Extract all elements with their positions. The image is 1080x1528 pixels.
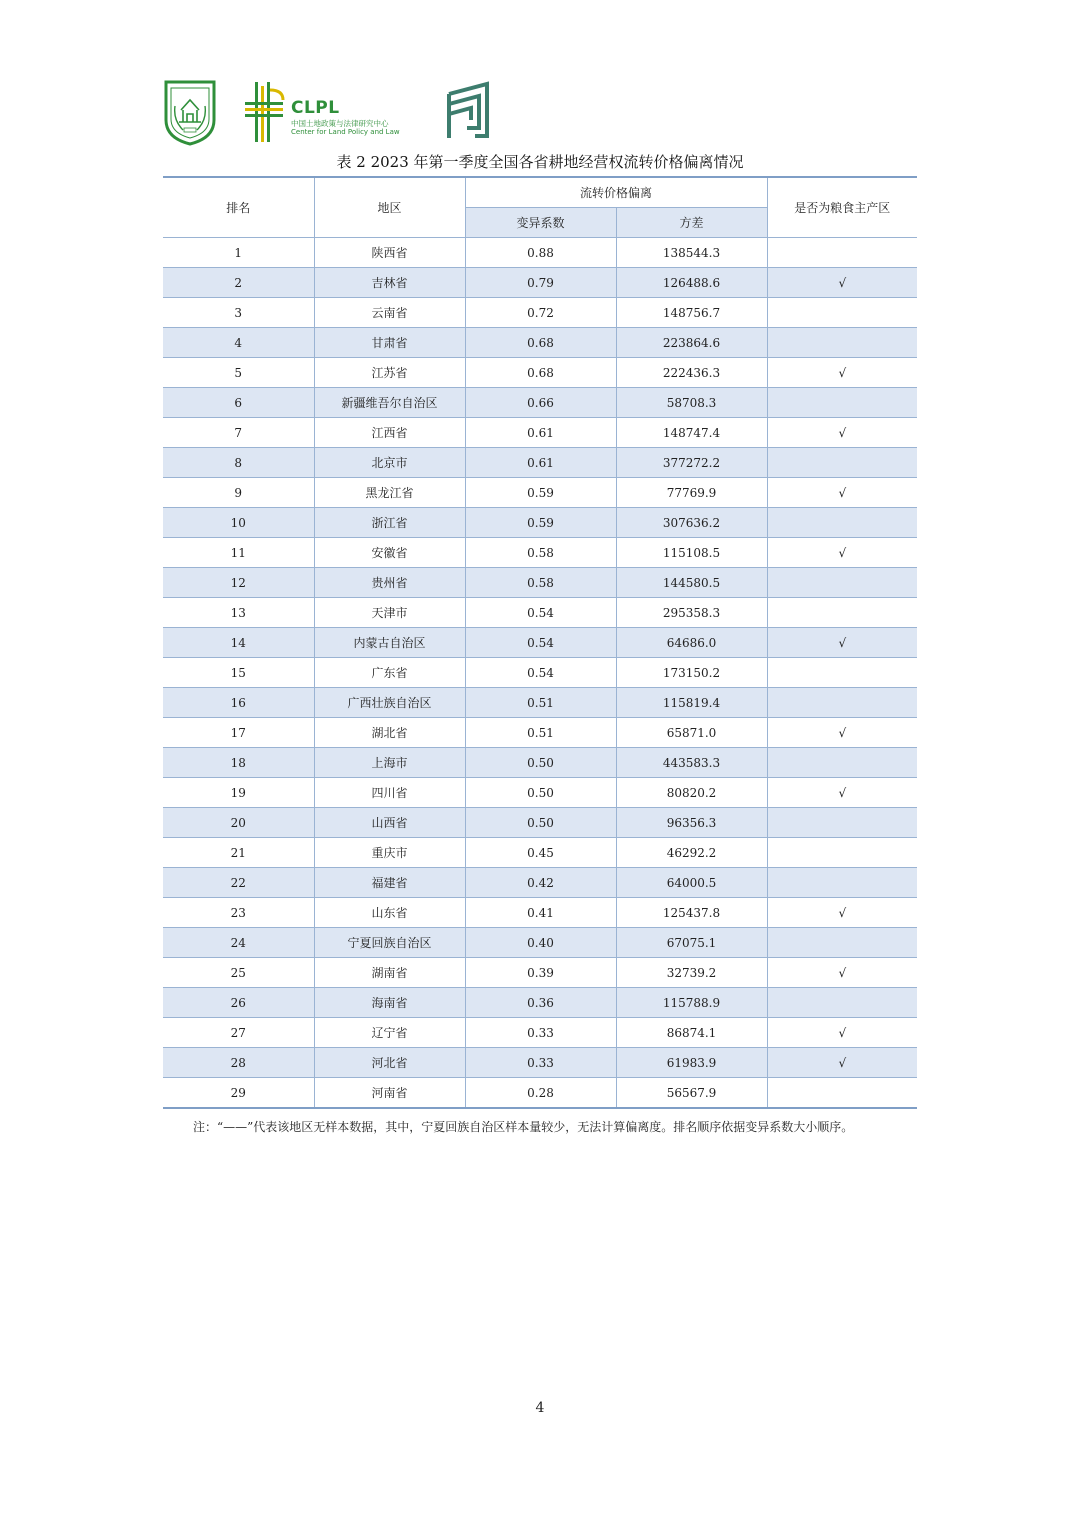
cell-region: 天津市 [314,598,465,628]
cell-grain [767,328,917,358]
header-grain-producing-area: 是否为粮食主产区 [767,177,917,238]
cell-region: 新疆维吾尔自治区 [314,388,465,418]
cell-variance: 144580.5 [616,568,767,598]
cell-variance: 67075.1 [616,928,767,958]
price-deviation-table [163,176,917,1109]
cell-rank: 5 [163,358,314,388]
third-partner-logo [445,80,491,140]
table-row [163,418,917,448]
table-row [163,358,917,388]
cell-variance: 223864.6 [616,328,767,358]
cell-rank: 22 [163,868,314,898]
table-row [163,658,917,688]
cell-grain: √ [767,358,917,388]
cell-region: 河南省 [314,1078,465,1109]
table-row [163,448,917,478]
cell-grain: √ [767,1018,917,1048]
cell-variance: 86874.1 [616,1018,767,1048]
cell-region: 内蒙古自治区 [314,628,465,658]
cell-rank: 23 [163,898,314,928]
table-row [163,808,917,838]
cell-cv: 0.54 [465,658,616,688]
cell-variance: 58708.3 [616,388,767,418]
cell-variance: 443583.3 [616,748,767,778]
cell-region: 浙江省 [314,508,465,538]
table-row [163,928,917,958]
table-row [163,958,917,988]
cell-variance: 65871.0 [616,718,767,748]
cell-rank: 10 [163,508,314,538]
table-row [163,328,917,358]
table-row [163,568,917,598]
cell-cv: 0.50 [465,778,616,808]
cell-region: 甘肃省 [314,328,465,358]
cell-region: 黑龙江省 [314,478,465,508]
cell-rank: 1 [163,238,314,268]
cell-rank: 16 [163,688,314,718]
cell-region: 上海市 [314,748,465,778]
header-coefficient-of-variation: 变异系数 [465,208,616,238]
cell-region: 河北省 [314,1048,465,1078]
cell-cv: 0.68 [465,358,616,388]
cell-grain: √ [767,268,917,298]
cell-variance: 115788.9 [616,988,767,1018]
table-row [163,1018,917,1048]
cell-rank: 24 [163,928,314,958]
header-variance: 方差 [616,208,767,238]
cell-rank: 21 [163,838,314,868]
cell-region: 湖北省 [314,718,465,748]
cell-grain [767,688,917,718]
cell-cv: 0.28 [465,1078,616,1109]
cell-grain: √ [767,478,917,508]
table-row [163,988,917,1018]
cell-cv: 0.61 [465,448,616,478]
cell-rank: 18 [163,748,314,778]
cell-grain: √ [767,778,917,808]
table-row [163,718,917,748]
table-row [163,898,917,928]
table-row [163,268,917,298]
cell-cv: 0.66 [465,388,616,418]
cell-cv: 0.50 [465,808,616,838]
cell-grain [767,568,917,598]
table-body [163,238,917,1109]
cell-variance: 46292.2 [616,838,767,868]
cell-region: 云南省 [314,298,465,328]
cell-variance: 80820.2 [616,778,767,808]
cell-grain [767,388,917,418]
cell-cv: 0.59 [465,478,616,508]
cell-cv: 0.40 [465,928,616,958]
cell-region: 陕西省 [314,238,465,268]
cell-variance: 148747.4 [616,418,767,448]
cell-cv: 0.50 [465,748,616,778]
cell-cv: 0.54 [465,598,616,628]
cell-grain [767,658,917,688]
table-row [163,538,917,568]
cell-variance: 126488.6 [616,268,767,298]
cell-region: 山东省 [314,898,465,928]
cell-variance: 125437.8 [616,898,767,928]
cell-variance: 377272.2 [616,448,767,478]
cell-variance: 64000.5 [616,868,767,898]
cell-rank: 25 [163,958,314,988]
clpl-logo [245,80,425,146]
cell-grain [767,298,917,328]
cell-cv: 0.58 [465,538,616,568]
cell-cv: 0.68 [465,328,616,358]
university-seal-logo [163,80,217,146]
table-row [163,868,917,898]
cell-region: 山西省 [314,808,465,838]
table-row [163,508,917,538]
table-row [163,238,917,268]
cell-region: 江苏省 [314,358,465,388]
cell-region: 广西壮族自治区 [314,688,465,718]
cell-variance: 32739.2 [616,958,767,988]
cell-rank: 17 [163,718,314,748]
cell-grain [767,838,917,868]
cell-rank: 26 [163,988,314,1018]
clpl-chinese-name: 中国土地政策与法律研究中心 [291,119,389,128]
cell-region: 湖南省 [314,958,465,988]
cell-variance: 64686.0 [616,628,767,658]
cell-region: 安徽省 [314,538,465,568]
cell-cv: 0.45 [465,838,616,868]
cell-grain [767,988,917,1018]
cell-rank: 29 [163,1078,314,1109]
cell-variance: 96356.3 [616,808,767,838]
table-row [163,778,917,808]
cell-region: 重庆市 [314,838,465,868]
cell-cv: 0.51 [465,688,616,718]
cell-region: 辽宁省 [314,1018,465,1048]
cell-grain: √ [767,538,917,568]
cell-region: 福建省 [314,868,465,898]
cell-cv: 0.59 [465,508,616,538]
cell-rank: 13 [163,598,314,628]
cell-rank: 28 [163,1048,314,1078]
cell-grain [767,1078,917,1109]
cell-grain [767,868,917,898]
cell-cv: 0.33 [465,1048,616,1078]
cell-rank: 14 [163,628,314,658]
cell-cv: 0.33 [465,1018,616,1048]
cell-grain: √ [767,898,917,928]
cell-rank: 7 [163,418,314,448]
cell-variance: 77769.9 [616,478,767,508]
page-number: 4 [535,1400,545,1416]
cell-grain [767,448,917,478]
cell-region: 宁夏回族自治区 [314,928,465,958]
table-note: 注：“——”代表该地区无样本数据，其中，宁夏回族自治区样本量较少，无法计算偏离度。排名顺序依据变异系数大小顺序。 [193,1120,854,1134]
cell-grain [767,928,917,958]
cell-variance: 307636.2 [616,508,767,538]
cell-variance: 115819.4 [616,688,767,718]
cell-grain [767,238,917,268]
cell-rank: 8 [163,448,314,478]
cell-cv: 0.39 [465,958,616,988]
cell-variance: 148756.7 [616,298,767,328]
header-price-deviation: 流转价格偏离 [465,177,767,208]
cell-cv: 0.41 [465,898,616,928]
cell-rank: 20 [163,808,314,838]
cell-region: 四川省 [314,778,465,808]
cell-variance: 173150.2 [616,658,767,688]
cell-variance: 295358.3 [616,598,767,628]
clpl-name: CLPL [291,98,340,118]
cell-grain: √ [767,418,917,448]
cell-cv: 0.51 [465,718,616,748]
cell-rank: 12 [163,568,314,598]
cell-variance: 222436.3 [616,358,767,388]
header-region: 地区 [314,177,465,238]
cell-region: 吉林省 [314,268,465,298]
cell-cv: 0.61 [465,418,616,448]
cell-rank: 27 [163,1018,314,1048]
table-row [163,478,917,508]
cell-cv: 0.36 [465,988,616,1018]
cell-grain [767,748,917,778]
cell-grain: √ [767,718,917,748]
cell-grain: √ [767,628,917,658]
cell-rank: 19 [163,778,314,808]
cell-rank: 15 [163,658,314,688]
table-row [163,838,917,868]
cell-rank: 2 [163,268,314,298]
cell-cv: 0.88 [465,238,616,268]
table-row [163,598,917,628]
table-row [163,1078,917,1109]
cell-rank: 3 [163,298,314,328]
cell-grain: √ [767,958,917,988]
clpl-english-name: Center for Land Policy and Law [291,128,400,136]
cell-cv: 0.79 [465,268,616,298]
cell-variance: 115108.5 [616,538,767,568]
cell-cv: 0.54 [465,628,616,658]
cell-region: 北京市 [314,448,465,478]
table-row [163,688,917,718]
table-row [163,628,917,658]
table-title: 表 2 2023 年第一季度全国各省耕地经营权流转价格偏离情况 [336,153,744,171]
cell-grain [767,598,917,628]
cell-rank: 4 [163,328,314,358]
cell-cv: 0.42 [465,868,616,898]
cell-region: 贵州省 [314,568,465,598]
cell-variance: 61983.9 [616,1048,767,1078]
cell-grain: √ [767,1048,917,1078]
cell-cv: 0.58 [465,568,616,598]
cell-variance: 138544.3 [616,238,767,268]
table-row [163,1048,917,1078]
cell-grain [767,808,917,838]
header-rank: 排名 [163,177,314,238]
cell-grain [767,508,917,538]
cell-region: 江西省 [314,418,465,448]
cell-cv: 0.72 [465,298,616,328]
cell-rank: 6 [163,388,314,418]
table-row [163,748,917,778]
cell-rank: 11 [163,538,314,568]
table-row [163,388,917,418]
cell-variance: 56567.9 [616,1078,767,1109]
cell-rank: 9 [163,478,314,508]
cell-region: 海南省 [314,988,465,1018]
table-row [163,298,917,328]
cell-region: 广东省 [314,658,465,688]
